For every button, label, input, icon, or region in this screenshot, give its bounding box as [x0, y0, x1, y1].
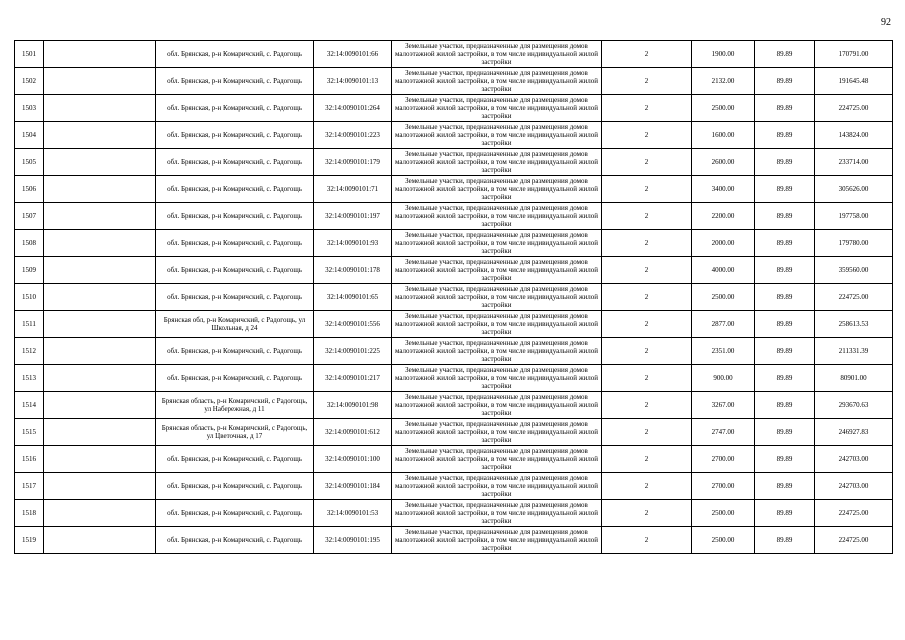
- area-cell: 2747.00: [692, 419, 755, 446]
- category-cell: 2: [602, 338, 692, 365]
- cadastral-number-cell: 32:14:0090101:556: [314, 311, 392, 338]
- address-cell: обл. Брянская, р-н Комаричский, с. Радогощь: [156, 41, 314, 68]
- row-number: 1512: [15, 338, 44, 365]
- land-use-cell: Земельные участки, предназначенные для размещения домов малоэтажной жилой застройки, в том числе индивидуальной жилой застройки: [392, 419, 602, 446]
- land-use-cell: Земельные участки, предназначенные для размещения домов малоэтажной жилой застройки, в том числе индивидуальной жилой застройки: [392, 149, 602, 176]
- blank-cell: [44, 176, 156, 203]
- row-number: 1516: [15, 446, 44, 473]
- cadastral-value-cell: 211331.39: [815, 338, 893, 365]
- cadastral-number-cell: 32:14:0090101:184: [314, 473, 392, 500]
- rate-cell: 89.89: [755, 176, 815, 203]
- address-cell: Брянская область, р-н Комаричский, с Радогощь, ул Набережная, д 11: [156, 392, 314, 419]
- category-cell: 2: [602, 149, 692, 176]
- blank-cell: [44, 203, 156, 230]
- row-number: 1508: [15, 230, 44, 257]
- area-cell: 2351.00: [692, 338, 755, 365]
- rate-cell: 89.89: [755, 527, 815, 554]
- table-row: [15, 68, 893, 95]
- area-cell: 3267.00: [692, 392, 755, 419]
- address-cell: обл. Брянская, р-н Комаричский, с. Радогощь: [156, 338, 314, 365]
- address-cell: обл. Брянская, р-н Комаричский, с. Радогощь: [156, 95, 314, 122]
- land-registry-table: [14, 40, 893, 554]
- area-cell: 3400.00: [692, 176, 755, 203]
- cadastral-value-cell: 233714.00: [815, 149, 893, 176]
- category-cell: 2: [602, 527, 692, 554]
- cadastral-value-cell: 170791.00: [815, 41, 893, 68]
- cadastral-number-cell: 32:14:0090101:197: [314, 203, 392, 230]
- address-cell: обл. Брянская, р-н Комаричский, с. Радогощь: [156, 500, 314, 527]
- page-number: 92: [881, 17, 891, 28]
- table-row: [15, 500, 893, 527]
- category-cell: 2: [602, 257, 692, 284]
- row-number: 1509: [15, 257, 44, 284]
- category-cell: 2: [602, 284, 692, 311]
- table-row: [15, 527, 893, 554]
- cadastral-value-cell: 258613.53: [815, 311, 893, 338]
- category-cell: 2: [602, 311, 692, 338]
- cadastral-number-cell: 32:14:0090101:71: [314, 176, 392, 203]
- row-number: 1503: [15, 95, 44, 122]
- address-cell: обл. Брянская, р-н Комаричский, с. Радогощь: [156, 473, 314, 500]
- cadastral-number-cell: 32:14:0090101:223: [314, 122, 392, 149]
- address-cell: обл. Брянская, р-н Комаричский, с. Радогощь: [156, 203, 314, 230]
- rate-cell: 89.89: [755, 95, 815, 122]
- cadastral-number-cell: 32:14:0090101:13: [314, 68, 392, 95]
- address-cell: Брянская область, р-н Комаричский, с Радогощь, ул Цветочная, д 17: [156, 419, 314, 446]
- cadastral-value-cell: 242703.00: [815, 473, 893, 500]
- cadastral-value-cell: 80901.00: [815, 365, 893, 392]
- area-cell: 2132.00: [692, 68, 755, 95]
- rate-cell: 89.89: [755, 122, 815, 149]
- category-cell: 2: [602, 95, 692, 122]
- table-row: [15, 446, 893, 473]
- land-use-cell: Земельные участки, предназначенные для размещения домов малоэтажной жилой застройки, в том числе индивидуальной жилой застройки: [392, 257, 602, 284]
- land-use-cell: Земельные участки, предназначенные для размещения домов малоэтажной жилой застройки, в том числе индивидуальной жилой застройки: [392, 95, 602, 122]
- land-use-cell: Земельные участки, предназначенные для размещения домов малоэтажной жилой застройки, в том числе индивидуальной жилой застройки: [392, 527, 602, 554]
- blank-cell: [44, 149, 156, 176]
- rate-cell: 89.89: [755, 392, 815, 419]
- address-cell: обл. Брянская, р-н Комаричский, с. Радогощь: [156, 68, 314, 95]
- table-row: [15, 122, 893, 149]
- row-number: 1513: [15, 365, 44, 392]
- cadastral-number-cell: 32:14:0090101:612: [314, 419, 392, 446]
- address-cell: обл. Брянская, р-н Комаричский, с. Радогощь: [156, 149, 314, 176]
- rate-cell: 89.89: [755, 446, 815, 473]
- cadastral-value-cell: 359560.00: [815, 257, 893, 284]
- land-use-cell: Земельные участки, предназначенные для размещения домов малоэтажной жилой застройки, в том числе индивидуальной жилой застройки: [392, 68, 602, 95]
- blank-cell: [44, 95, 156, 122]
- cadastral-number-cell: 32:14:0090101:178: [314, 257, 392, 284]
- cadastral-number-cell: 32:14:0090101:217: [314, 365, 392, 392]
- rate-cell: 89.89: [755, 473, 815, 500]
- cadastral-value-cell: 242703.00: [815, 446, 893, 473]
- blank-cell: [44, 446, 156, 473]
- row-number: 1515: [15, 419, 44, 446]
- table-row: [15, 338, 893, 365]
- blank-cell: [44, 338, 156, 365]
- area-cell: 2500.00: [692, 284, 755, 311]
- category-cell: 2: [602, 473, 692, 500]
- rate-cell: 89.89: [755, 311, 815, 338]
- row-number: 1517: [15, 473, 44, 500]
- address-cell: обл. Брянская, р-н Комаричский, с. Радогощь: [156, 257, 314, 284]
- cadastral-value-cell: 224725.00: [815, 95, 893, 122]
- category-cell: 2: [602, 230, 692, 257]
- rate-cell: 89.89: [755, 230, 815, 257]
- table-row: [15, 473, 893, 500]
- table-row: [15, 176, 893, 203]
- row-number: 1502: [15, 68, 44, 95]
- land-use-cell: Земельные участки, предназначенные для размещения домов малоэтажной жилой застройки, в том числе индивидуальной жилой застройки: [392, 122, 602, 149]
- cadastral-value-cell: 305626.00: [815, 176, 893, 203]
- address-cell: обл. Брянская, р-н Комаричский, с. Радогощь: [156, 284, 314, 311]
- land-use-cell: Земельные участки, предназначенные для размещения домов малоэтажной жилой застройки, в том числе индивидуальной жилой застройки: [392, 284, 602, 311]
- blank-cell: [44, 122, 156, 149]
- row-number: 1505: [15, 149, 44, 176]
- blank-cell: [44, 500, 156, 527]
- category-cell: 2: [602, 419, 692, 446]
- area-cell: 4000.00: [692, 257, 755, 284]
- area-cell: 2200.00: [692, 203, 755, 230]
- table-row: [15, 203, 893, 230]
- blank-cell: [44, 527, 156, 554]
- land-use-cell: Земельные участки, предназначенные для размещения домов малоэтажной жилой застройки, в том числе индивидуальной жилой застройки: [392, 500, 602, 527]
- blank-cell: [44, 473, 156, 500]
- rate-cell: 89.89: [755, 500, 815, 527]
- land-use-cell: Земельные участки, предназначенные для размещения домов малоэтажной жилой застройки, в том числе индивидуальной жилой застройки: [392, 392, 602, 419]
- area-cell: 2700.00: [692, 446, 755, 473]
- rate-cell: 89.89: [755, 68, 815, 95]
- table-row: [15, 419, 893, 446]
- table-row: [15, 365, 893, 392]
- cadastral-number-cell: 32:14:0090101:53: [314, 500, 392, 527]
- address-cell: обл. Брянская, р-н Комаричский, с. Радогощь: [156, 230, 314, 257]
- cadastral-value-cell: 293670.63: [815, 392, 893, 419]
- land-use-cell: Земельные участки, предназначенные для размещения домов малоэтажной жилой застройки, в том числе индивидуальной жилой застройки: [392, 176, 602, 203]
- category-cell: 2: [602, 392, 692, 419]
- table-row: [15, 257, 893, 284]
- cadastral-value-cell: 224725.00: [815, 500, 893, 527]
- cadastral-number-cell: 32:14:0090101:195: [314, 527, 392, 554]
- address-cell: обл. Брянская, р-н Комаричский, с. Радогощь: [156, 365, 314, 392]
- row-number: 1519: [15, 527, 44, 554]
- table-row: [15, 230, 893, 257]
- cadastral-value-cell: 179780.00: [815, 230, 893, 257]
- row-number: 1514: [15, 392, 44, 419]
- land-use-cell: Земельные участки, предназначенные для размещения домов малоэтажной жилой застройки, в том числе индивидуальной жилой застройки: [392, 41, 602, 68]
- blank-cell: [44, 68, 156, 95]
- cadastral-number-cell: 32:14:0090101:66: [314, 41, 392, 68]
- cadastral-number-cell: 32:14:0090101:264: [314, 95, 392, 122]
- cadastral-value-cell: 191645.48: [815, 68, 893, 95]
- cadastral-value-cell: 246927.83: [815, 419, 893, 446]
- address-cell: обл. Брянская, р-н Комаричский, с. Радогощь: [156, 446, 314, 473]
- cadastral-number-cell: 32:14:0090101:100: [314, 446, 392, 473]
- category-cell: 2: [602, 176, 692, 203]
- cadastral-value-cell: 224725.00: [815, 527, 893, 554]
- blank-cell: [44, 392, 156, 419]
- row-number: 1511: [15, 311, 44, 338]
- land-use-cell: Земельные участки, предназначенные для размещения домов малоэтажной жилой застройки, в том числе индивидуальной жилой застройки: [392, 338, 602, 365]
- area-cell: 2500.00: [692, 527, 755, 554]
- table-row: [15, 41, 893, 68]
- area-cell: 1900.00: [692, 41, 755, 68]
- rate-cell: 89.89: [755, 338, 815, 365]
- area-cell: 2500.00: [692, 95, 755, 122]
- area-cell: 2600.00: [692, 149, 755, 176]
- address-cell: обл. Брянская, р-н Комаричский, с. Радогощь: [156, 176, 314, 203]
- rate-cell: 89.89: [755, 284, 815, 311]
- blank-cell: [44, 311, 156, 338]
- rate-cell: 89.89: [755, 203, 815, 230]
- area-cell: 900.00: [692, 365, 755, 392]
- table-row: [15, 149, 893, 176]
- land-use-cell: Земельные участки, предназначенные для размещения домов малоэтажной жилой застройки, в том числе индивидуальной жилой застройки: [392, 311, 602, 338]
- cadastral-number-cell: 32:14:0090101:179: [314, 149, 392, 176]
- category-cell: 2: [602, 122, 692, 149]
- blank-cell: [44, 419, 156, 446]
- blank-cell: [44, 257, 156, 284]
- land-use-cell: Земельные участки, предназначенные для размещения домов малоэтажной жилой застройки, в том числе индивидуальной жилой застройки: [392, 446, 602, 473]
- rate-cell: 89.89: [755, 41, 815, 68]
- land-use-cell: Земельные участки, предназначенные для размещения домов малоэтажной жилой застройки, в том числе индивидуальной жилой застройки: [392, 203, 602, 230]
- category-cell: 2: [602, 446, 692, 473]
- land-use-cell: Земельные участки, предназначенные для размещения домов малоэтажной жилой застройки, в том числе индивидуальной жилой застройки: [392, 473, 602, 500]
- category-cell: 2: [602, 500, 692, 527]
- table-row: [15, 284, 893, 311]
- category-cell: 2: [602, 41, 692, 68]
- rate-cell: 89.89: [755, 149, 815, 176]
- area-cell: 2500.00: [692, 500, 755, 527]
- area-cell: 2000.00: [692, 230, 755, 257]
- row-number: 1507: [15, 203, 44, 230]
- cadastral-value-cell: 197758.00: [815, 203, 893, 230]
- rate-cell: 89.89: [755, 257, 815, 284]
- cadastral-number-cell: 32:14:0090101:98: [314, 392, 392, 419]
- table-row: [15, 392, 893, 419]
- row-number: 1504: [15, 122, 44, 149]
- land-use-cell: Земельные участки, предназначенные для размещения домов малоэтажной жилой застройки, в том числе индивидуальной жилой застройки: [392, 365, 602, 392]
- cadastral-value-cell: 143824.00: [815, 122, 893, 149]
- table-row: [15, 95, 893, 122]
- address-cell: Брянская обл, р-н Комаричский, с Радогощь, ул Школьная, д 24: [156, 311, 314, 338]
- blank-cell: [44, 284, 156, 311]
- area-cell: 2700.00: [692, 473, 755, 500]
- cadastral-number-cell: 32:14:0090101:65: [314, 284, 392, 311]
- table-body: [15, 41, 893, 554]
- row-number: 1501: [15, 41, 44, 68]
- rate-cell: 89.89: [755, 365, 815, 392]
- category-cell: 2: [602, 365, 692, 392]
- area-cell: 1600.00: [692, 122, 755, 149]
- blank-cell: [44, 230, 156, 257]
- rate-cell: 89.89: [755, 419, 815, 446]
- area-cell: 2877.00: [692, 311, 755, 338]
- address-cell: обл. Брянская, р-н Комаричский, с. Радогощь: [156, 122, 314, 149]
- table-row: [15, 311, 893, 338]
- land-use-cell: Земельные участки, предназначенные для размещения домов малоэтажной жилой застройки, в том числе индивидуальной жилой застройки: [392, 230, 602, 257]
- row-number: 1506: [15, 176, 44, 203]
- category-cell: 2: [602, 203, 692, 230]
- category-cell: 2: [602, 68, 692, 95]
- blank-cell: [44, 41, 156, 68]
- row-number: 1510: [15, 284, 44, 311]
- cadastral-number-cell: 32:14:0090101:93: [314, 230, 392, 257]
- address-cell: обл. Брянская, р-н Комаричский, с. Радогощь: [156, 527, 314, 554]
- cadastral-value-cell: 224725.00: [815, 284, 893, 311]
- cadastral-number-cell: 32:14:0090101:225: [314, 338, 392, 365]
- row-number: 1518: [15, 500, 44, 527]
- blank-cell: [44, 365, 156, 392]
